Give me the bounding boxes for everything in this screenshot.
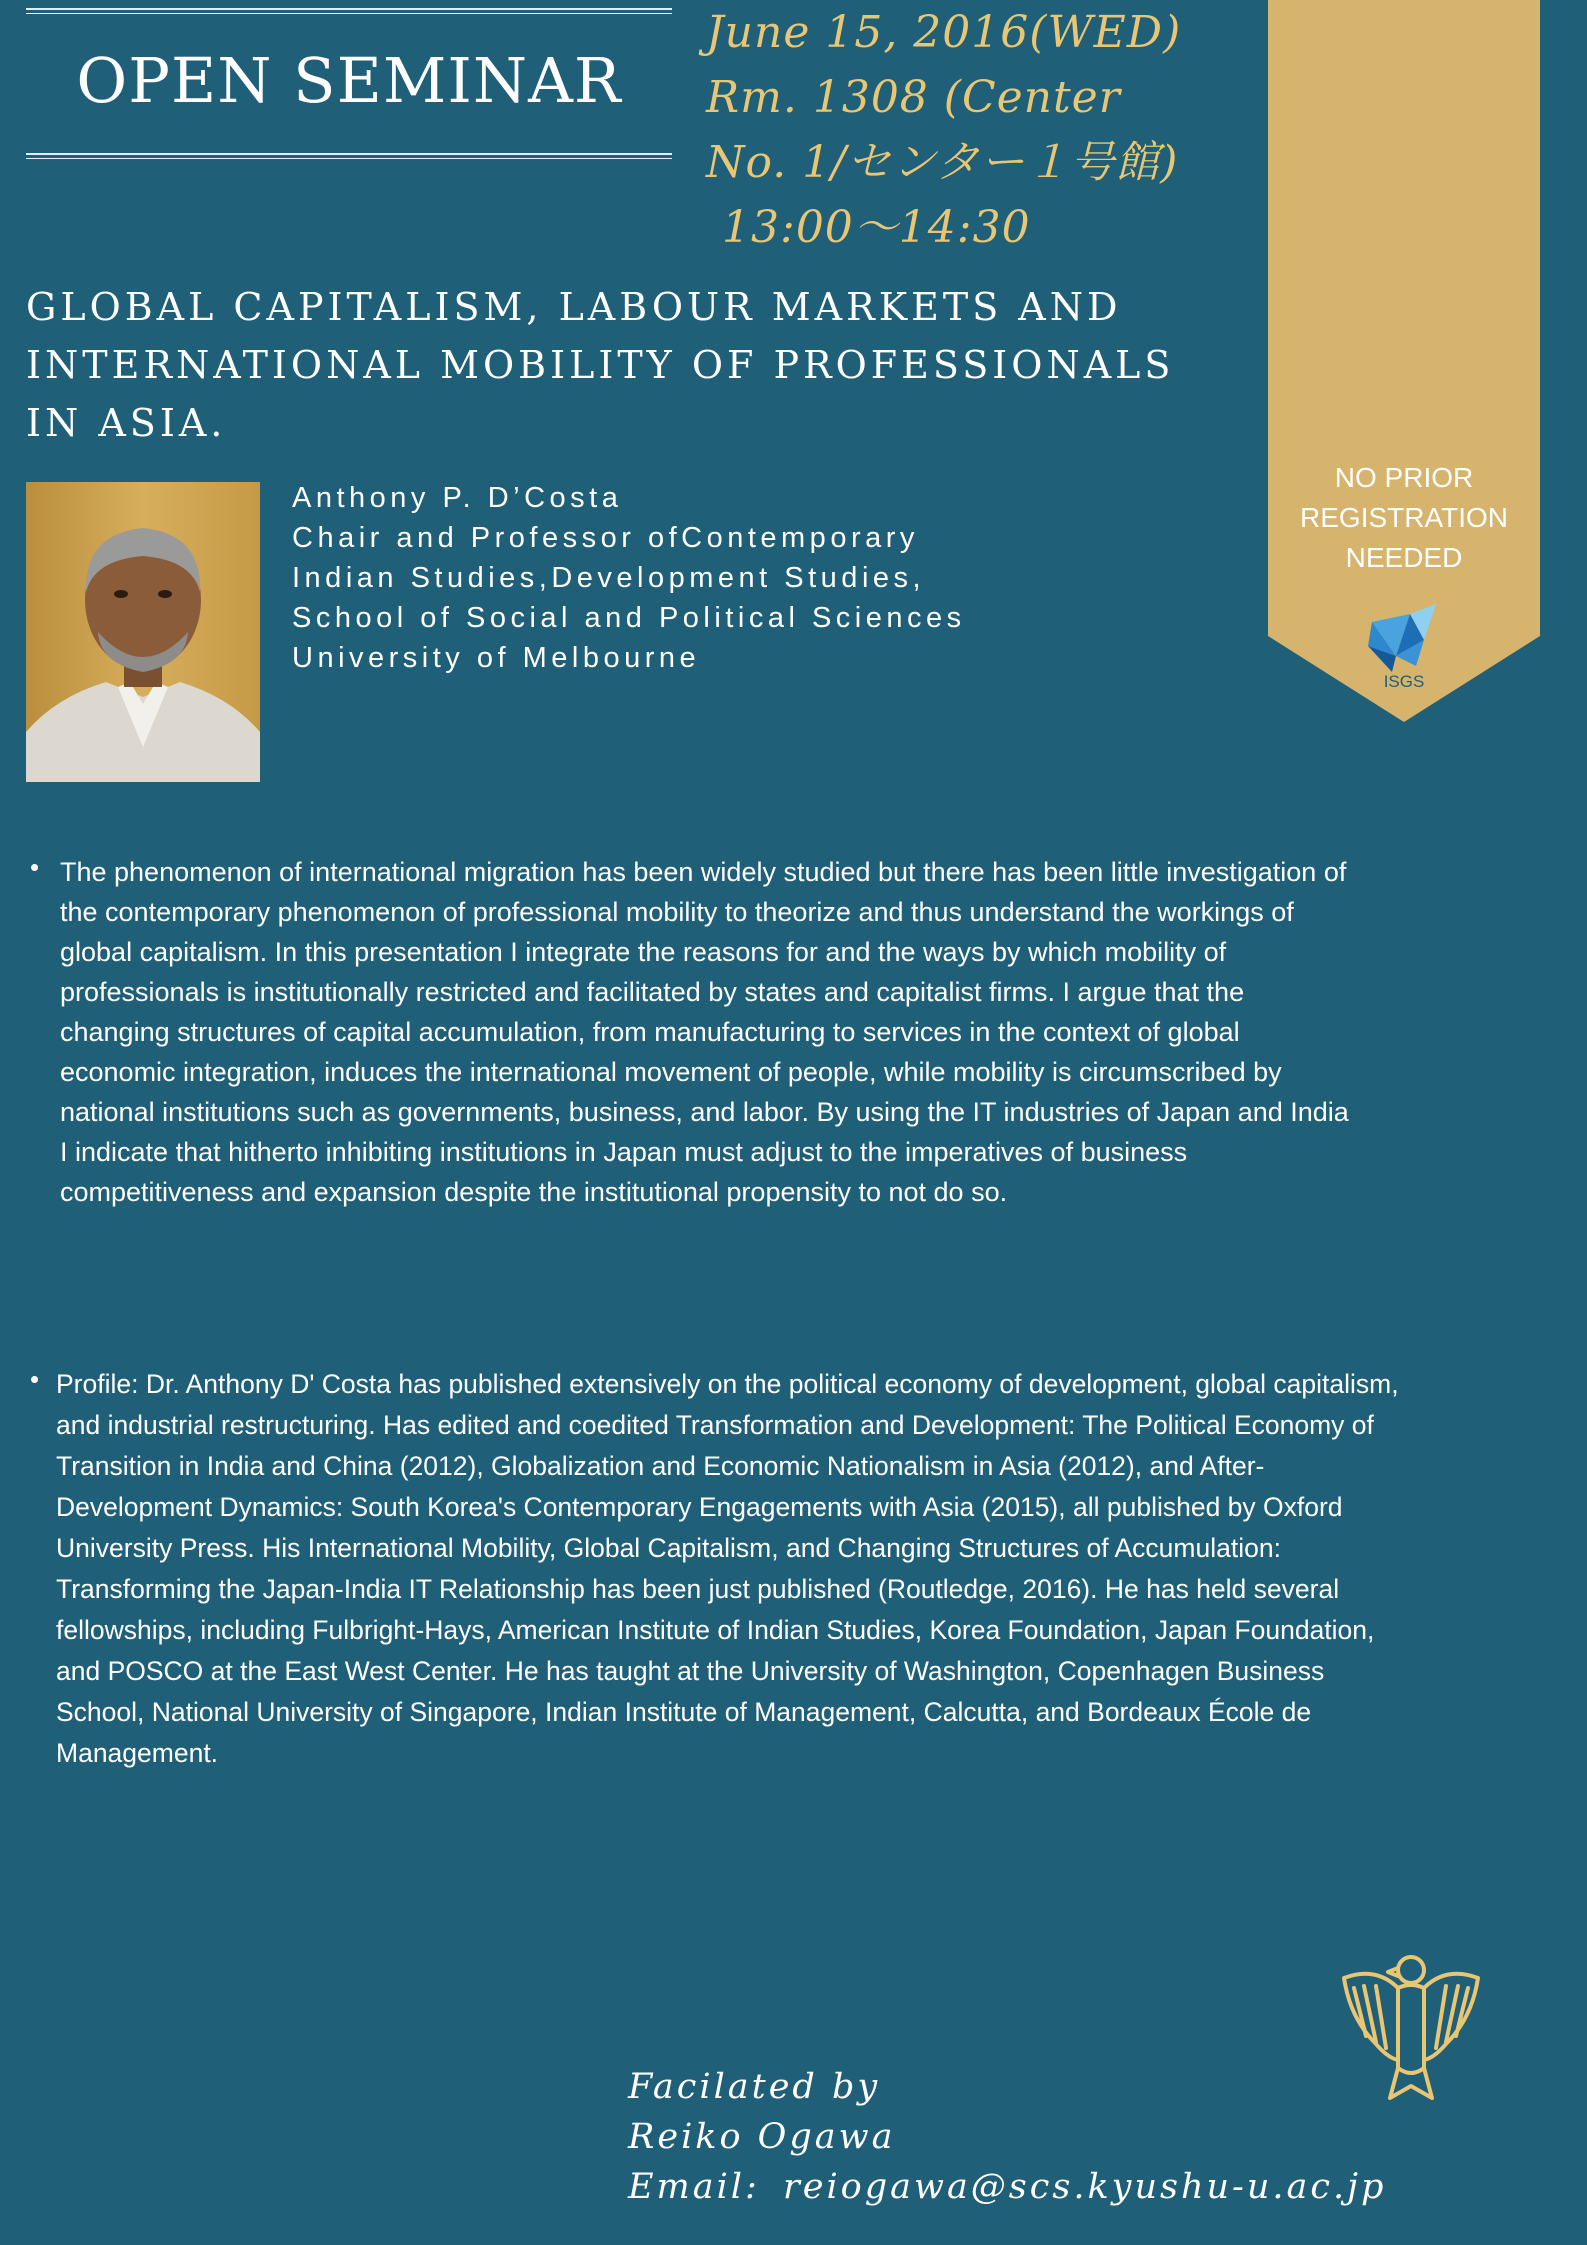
profile-text: Profile: Dr. Anthony D' Costa has published extensively on the political economy of development, global capitalism, and industrial restructuring. Has edited and coedited Transformation and Development: The Political Economy of Transition in India and China (2012), Globalization and Economic Nationalism in Asia (2012), and After-Development Dynamics: South Korea's Contemporary Engagements with Asia (2015), all published by Oxford University Press. His International Mobility, Global Capitalism, and Changing Structures of Accumulation: Transforming the Japan-India IT Relationship has been just published (Routledge, 2016). He has held several fellowships, including Fulbright-Hays, American Institute of Indian Studies, Korea Foundation, Japan Foundation, and POSCO at the East West Center. He has taught at the University of Washington, Copenhagen Business School, National University of Singapore, Indian Institute of Management, Calcutta, and Bordeaux École de Management. bbox=[56, 1369, 1399, 1768]
email-label: Email: bbox=[628, 2167, 760, 2207]
email-row bbox=[628, 2162, 1528, 2212]
event-date: June 15, 2016(WED) bbox=[706, 7, 1182, 58]
footer-contact bbox=[628, 2062, 1528, 2212]
talk-title-line: IN ASIA. bbox=[26, 401, 227, 445]
event-room-line-1: Rm. 1308 (Center bbox=[706, 72, 1121, 123]
registration-note-line: REGISTRATION bbox=[1300, 502, 1508, 533]
speaker-position: Chair and Professor ofContemporary bbox=[292, 522, 919, 554]
email-link[interactable]: reiogawa@scs.kyushu-u.ac.jp bbox=[783, 2167, 1387, 2207]
talk-title-line: INTERNATIONAL MOBILITY OF PROFESSIONALS bbox=[26, 343, 1175, 387]
event-time: 13:00～14:30 bbox=[722, 202, 1031, 253]
talk-title-line: GLOBAL CAPITALISM, LABOUR MARKETS AND bbox=[26, 285, 1122, 329]
profile-paragraph bbox=[30, 1364, 1400, 1774]
speaker-photo bbox=[26, 482, 260, 782]
speaker-department: Indian Studies,Development Studies, bbox=[292, 562, 926, 594]
event-info bbox=[706, 0, 1266, 260]
speaker-university: University of Melbourne bbox=[292, 642, 701, 674]
header-top-rule bbox=[26, 8, 672, 14]
registration-note-line: NEEDED bbox=[1345, 542, 1463, 573]
bullet-icon: • bbox=[30, 852, 40, 882]
seminar-title: OPEN SEMINAR bbox=[76, 44, 622, 117]
header-bottom-rule bbox=[26, 153, 672, 159]
registration-note-line: NO PRIOR bbox=[1334, 462, 1474, 493]
talk-title bbox=[26, 278, 1246, 452]
bullet-icon: • bbox=[30, 1364, 40, 1394]
isgs-logo-label: ISGS bbox=[1383, 672, 1425, 691]
facilitator-name: Reiko Ogawa bbox=[628, 2117, 896, 2157]
speaker-school: School of Social and Political Sciences bbox=[292, 602, 966, 634]
speaker-info bbox=[292, 478, 1052, 678]
facilitated-label: Facilated by bbox=[628, 2067, 881, 2107]
abstract-text: The phenomenon of international migration has been widely studied but there has been little investigation of the contemporary phenomenon of professional mobility to theorize and thus understand the workings of global capitalism. In this presentation I integrate the reasons for and the ways by which mobility of professionals is institutionally restricted and facilitated by states and capitalist firms. I argue that the changing structures of capital accumulation, from manufacturing to services in the context of global economic integration, induces the international movement of people, while mobility is circumscribed by national institutions such as governments, business, and labor. By using the IT industries of Japan and India I indicate that hitherto inhibiting institutions in Japan must adjust to the imperatives of business competitiveness and expansion despite the institutional propensity to not do so. bbox=[60, 857, 1349, 1207]
speaker-name: Anthony P. D’Costa bbox=[292, 482, 623, 514]
event-room-line-2: No. 1/センター１号館) bbox=[706, 137, 1179, 188]
abstract-paragraph bbox=[30, 852, 1350, 1212]
registration-note bbox=[1268, 458, 1540, 578]
